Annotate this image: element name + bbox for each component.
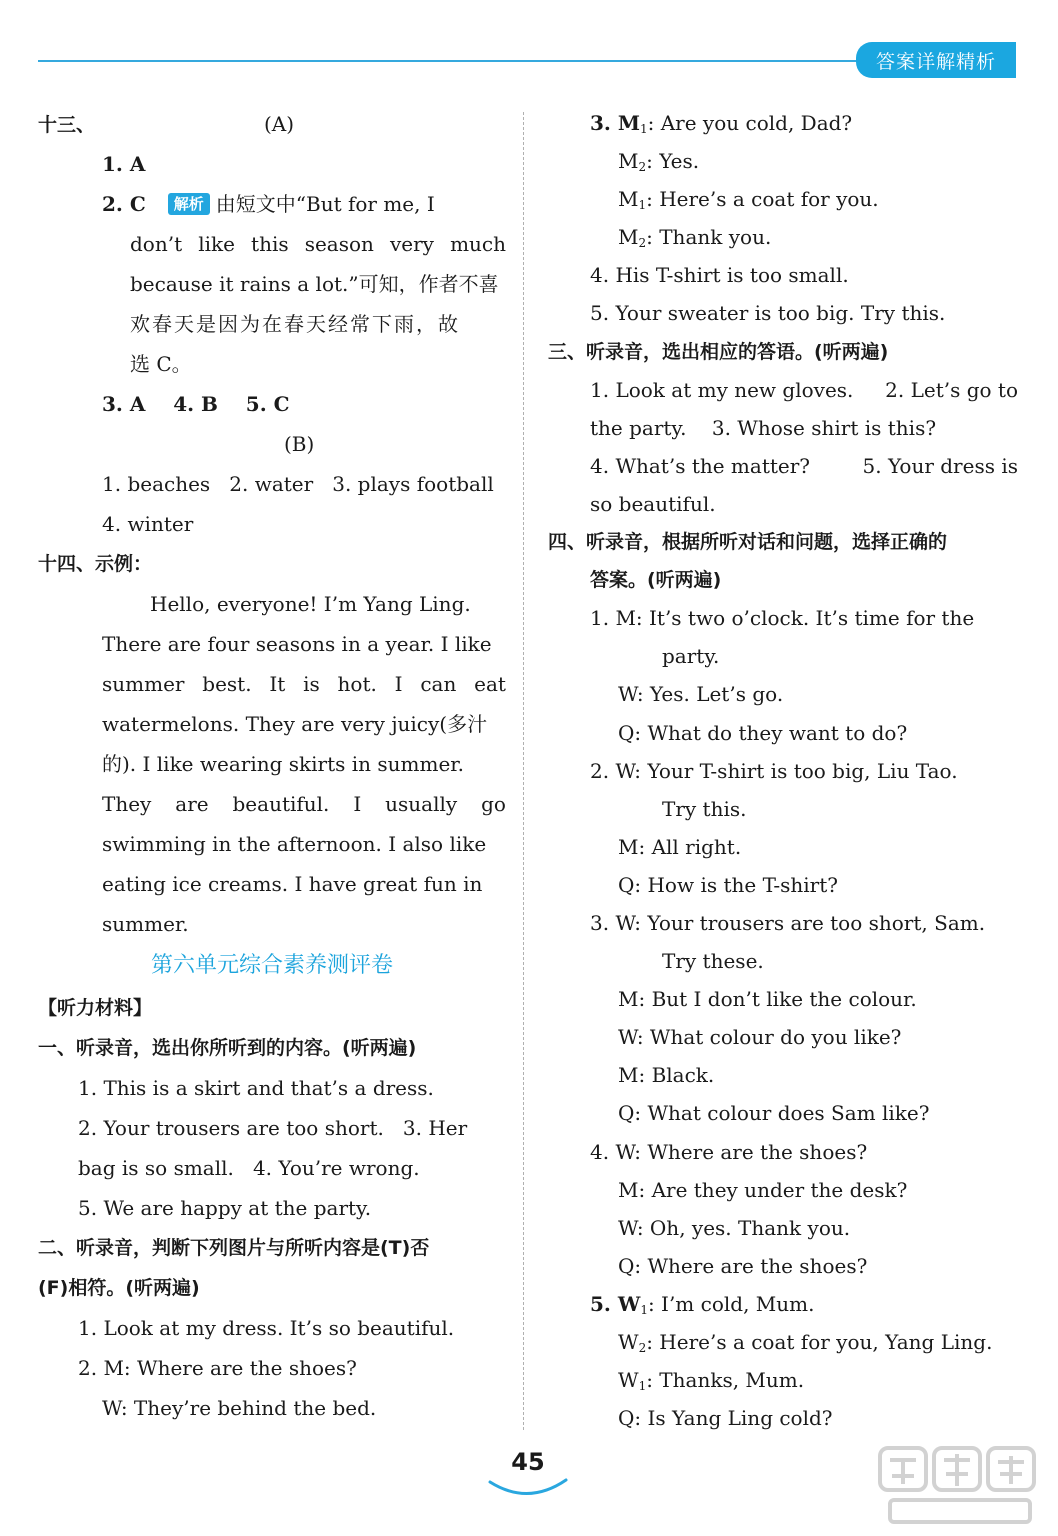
dialog-4-line-1: 4. W: Where are the shoes? (590, 1139, 868, 1164)
dialog-5-line-4: Q: Is Yang Ling cold? (618, 1406, 833, 1431)
analysis-line-5: 选 C。 (130, 352, 192, 376)
listening-title: 【听力材料】 (38, 997, 153, 1019)
essay-line-8: eating ice creams. I have great fun in (102, 872, 483, 896)
dialog-3b-line-1: 3. W: Your trousers are too short, Sam. (590, 910, 986, 935)
right-column (548, 104, 1018, 1437)
answer-1: 1. A (102, 152, 146, 176)
listening-3-line-3: 4. What’s the matter? 5. Your dress is (590, 453, 1018, 478)
dialog-3b-line-5: M: Black. (618, 1063, 715, 1088)
dialog-2-line-4: Q: How is the T-shirt? (618, 872, 838, 897)
dialog-1-line-2: party. (662, 644, 720, 669)
listening-2-item-2-reply: W: They’re behind the bed. (102, 1396, 377, 1420)
dialog-1-line-4: Q: What do they want to do? (618, 720, 908, 745)
page-number: 45 (511, 1448, 545, 1476)
listening-section-3: 三、听录音，选出相应的答语。(听两遍) (548, 340, 889, 363)
listening-section-2-cont: (F)相符。(听两遍) (38, 1277, 200, 1299)
section-13-b: (B) (284, 432, 315, 456)
section-13-heading: 十三、 (A) (38, 112, 295, 136)
listening-section-4-cont: 答案。(听两遍) (590, 569, 722, 592)
listening-3-line-4: so beautiful. (590, 491, 716, 516)
listening-2-item-2: 2. M: Where are the shoes? (78, 1356, 357, 1380)
dialog-2-line-2: Try this. (662, 796, 747, 821)
listening-1-line-4: 5. We are happy at the party. (78, 1196, 372, 1220)
listening-section-2: 二、听录音，判断下列图片与所听内容是(T)否 (38, 1237, 430, 1259)
analysis-badge: 解析 (168, 193, 210, 215)
listening-3-line-1: 1. Look at my new gloves. 2. Let’s go to (590, 377, 1018, 402)
essay-line-7: swimming in the afternoon. I also like (102, 832, 487, 856)
page-number-swoosh-icon (486, 1476, 570, 1500)
listening-3-line-2: the party. 3. Whose shirt is this? (590, 415, 937, 440)
dialog-3-line-4: $M_2$: Thank you. (618, 225, 772, 251)
essay-line-9: summer. (102, 912, 189, 936)
essay-line-6: They are beautiful. I usually go (102, 792, 506, 816)
essay-line-5: 的). I like wearing skirts in summer. (102, 752, 465, 776)
answers-3-5: 3. A 4. B 5. C (102, 392, 290, 416)
analysis-line-4: 欢春天是因为在春天经常下雨，故 (130, 312, 460, 336)
answer-2: 2. C 解析 由短文中“But for me, I (102, 192, 435, 216)
dialog-5-line-2: $W_2$: Here’s a coat for you, Yang Ling. (618, 1330, 993, 1355)
header-rule (38, 60, 868, 62)
left-column (38, 104, 506, 1428)
dialog-3b-line-6: Q: What colour does Sam like? (618, 1101, 930, 1126)
essay-line-4: watermelons. They are very juicy(多汁 (102, 712, 488, 736)
listening-section-4: 四、听录音，根据所听对话和问题，选择正确的 (548, 531, 948, 554)
analysis-line-3: because it rains a lot.”可知，作者不喜 (130, 272, 499, 296)
analysis-line-2: don’t like this season very much (130, 232, 506, 256)
header-tab: 答案详解精析 (856, 42, 1016, 78)
dialog-3b-line-4: W: What colour do you like? (618, 1025, 902, 1050)
essay-line-3: summer best. It is hot. I can eat (102, 672, 506, 696)
dialog-1-line-3: W: Yes. Let’s go. (618, 682, 784, 707)
dialog-2-line-3: M: All right. (618, 834, 742, 859)
dialog-1-line-1: 1. M: It’s two o’clock. It’s time for the (590, 606, 975, 631)
dialog-5-line-3: $W_1$: Thanks, Mum. (618, 1368, 805, 1394)
dialog-3-line-1: 3. $M_1$: Are you cold, Dad? (590, 111, 853, 136)
column-divider (523, 112, 524, 1430)
unit-title: 第六单元综合素养测评卷 (150, 953, 393, 978)
dialog-3-line-2: $M_2$: Yes. (618, 149, 700, 175)
dialog-2-line-1: 2. W: Your T-shirt is too big, Liu Tao. (590, 758, 958, 783)
watermark-logo-icon (870, 1440, 1050, 1530)
dialog-3-line-3: $M_1$: Here’s a coat for you. (618, 187, 879, 213)
section-14-heading: 十四、示例： (38, 553, 153, 575)
dialog-3b-line-3: M: But I don’t like the colour. (618, 987, 917, 1012)
dialog-4-line-3: W: Oh, yes. Thank you. (618, 1215, 851, 1240)
listening-section-1: 一、听录音，选出你所听到的内容。(听两遍) (38, 1037, 417, 1059)
listening-1-line-3: bag is so small. 4. You’re wrong. (78, 1156, 420, 1180)
listening-1-line-1: 1. This is a skirt and that’s a dress. (78, 1076, 434, 1100)
answer-b-4: 4. winter (102, 512, 194, 536)
essay-line-1: Hello, everyone! I’m Yang Ling. (150, 592, 471, 616)
item-5: 5. Your sweater is too big. Try this. (590, 301, 946, 326)
dialog-5-line-1: 5. $W_1$: I’m cold, Mum. (590, 1291, 815, 1317)
listening-1-line-2: 2. Your trousers are too short. 3. Her (78, 1116, 468, 1140)
item-4: 4. His T-shirt is too small. (590, 263, 849, 288)
dialog-4-line-2: M: Are they under the desk? (618, 1177, 908, 1202)
listening-2-item-1: 1. Look at my dress. It’s so beautiful. (78, 1316, 455, 1340)
dialog-3b-line-2: Try these. (662, 949, 764, 974)
essay-line-2: There are four seasons in a year. I like (102, 632, 492, 656)
answers-b-1-3: 1. beaches 2. water 3. plays football (102, 472, 494, 496)
dialog-4-line-4: Q: Where are the shoes? (618, 1253, 868, 1278)
